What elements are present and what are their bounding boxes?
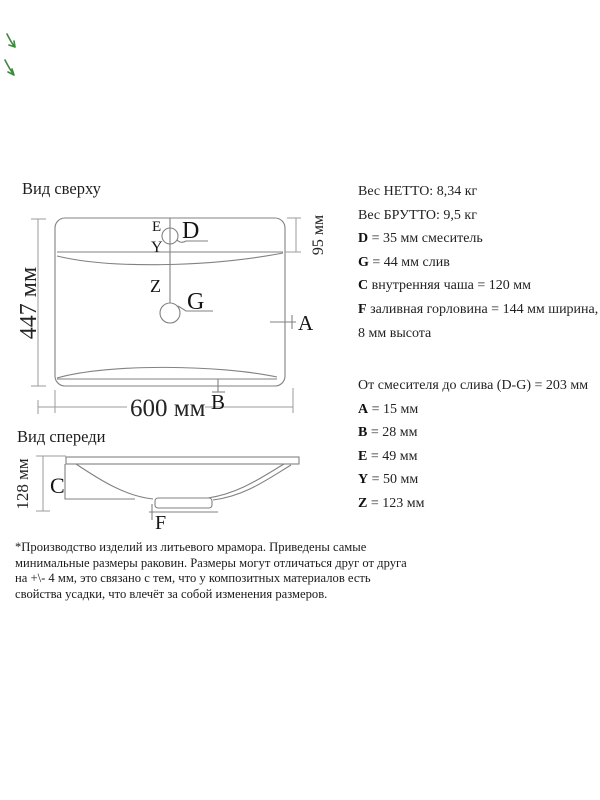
spec-key: F (358, 301, 367, 317)
spec-line-y (358, 468, 600, 492)
spec-text: Вес НЕТТО: 8,34 кг (358, 184, 478, 199)
spec-text: = 35 мм смеситель (368, 231, 483, 247)
spec-text: = 123 мм (367, 495, 425, 511)
spec-key: A (358, 401, 369, 417)
spec-key: Z (358, 495, 368, 511)
spec-key: Y (358, 472, 369, 488)
top-view-title: Вид сверху (22, 179, 101, 198)
spec-key: C (358, 278, 369, 294)
spec-key: D (358, 231, 369, 247)
green-mark-icon (7, 34, 15, 47)
spec-key: E (358, 448, 368, 464)
label-c: C (50, 473, 65, 498)
dim-128-label: 128 мм (13, 458, 32, 510)
spec-text: заливная горловина = 144 мм ширина, (366, 301, 599, 317)
spec-block-weights (358, 180, 600, 345)
label-z: Z (150, 276, 161, 296)
spec-key: B (358, 425, 368, 441)
front-view-title: Вид спереди (17, 427, 106, 446)
spec-text: 8 мм высота (358, 325, 432, 341)
label-a: A (298, 311, 314, 335)
dim-95-lines (285, 218, 301, 252)
spec-text: = 49 мм (367, 448, 418, 464)
spec-text: = 28 мм (367, 425, 418, 441)
spec-line-e (358, 445, 600, 469)
spec-text: = 50 мм (368, 472, 419, 488)
label-f: F (155, 512, 167, 534)
spec-line-b (358, 421, 600, 445)
green-mark-icon (5, 60, 14, 75)
label-d: D (182, 218, 200, 244)
spec-line-d (358, 227, 600, 251)
front-view-outline (66, 457, 299, 512)
spec-text: От смесителя до слива (D-G) = 203 мм (358, 378, 589, 393)
marker-c-lines (65, 464, 135, 499)
marker-a-lines (270, 315, 296, 329)
spec-text: внутренняя чаша = 120 мм (368, 278, 531, 294)
spec-line-dg (358, 374, 600, 398)
spec-text: = 15 мм (368, 401, 419, 417)
spec-block-distances (358, 374, 600, 516)
spec-key: G (358, 254, 369, 270)
label-b: B (211, 390, 226, 414)
dim-600-label: 600 мм (130, 395, 206, 422)
spec-line-c (358, 274, 600, 298)
production-footnote: *Производство изделий из литьевого мрамора. Приведены самые минимальные размеры раковин. Размеры могут отличаться друг от друга на +\- 4 мм, это связано с тем, что у композитных материалов есть свойства усадки, что влечёт за собой изменения размеров. (15, 540, 407, 602)
spec-line-g (358, 251, 600, 275)
spec-line-netto (358, 180, 600, 204)
label-g: G (187, 289, 205, 315)
spec-text: Вес БРУТТО: 9,5 кг (358, 207, 477, 223)
dim-95-label: 95 мм (310, 214, 327, 256)
spec-line-a (358, 398, 600, 422)
dim-447-label: 447 мм (16, 266, 42, 340)
spec-line-f (358, 298, 600, 322)
spec-text: = 44 мм слив (368, 254, 450, 270)
spec-line-f2 (358, 322, 600, 346)
spec-line-z (358, 492, 600, 516)
label-y: Y (151, 239, 163, 256)
label-e: E (152, 219, 162, 235)
spec-line-brutto (358, 204, 600, 228)
